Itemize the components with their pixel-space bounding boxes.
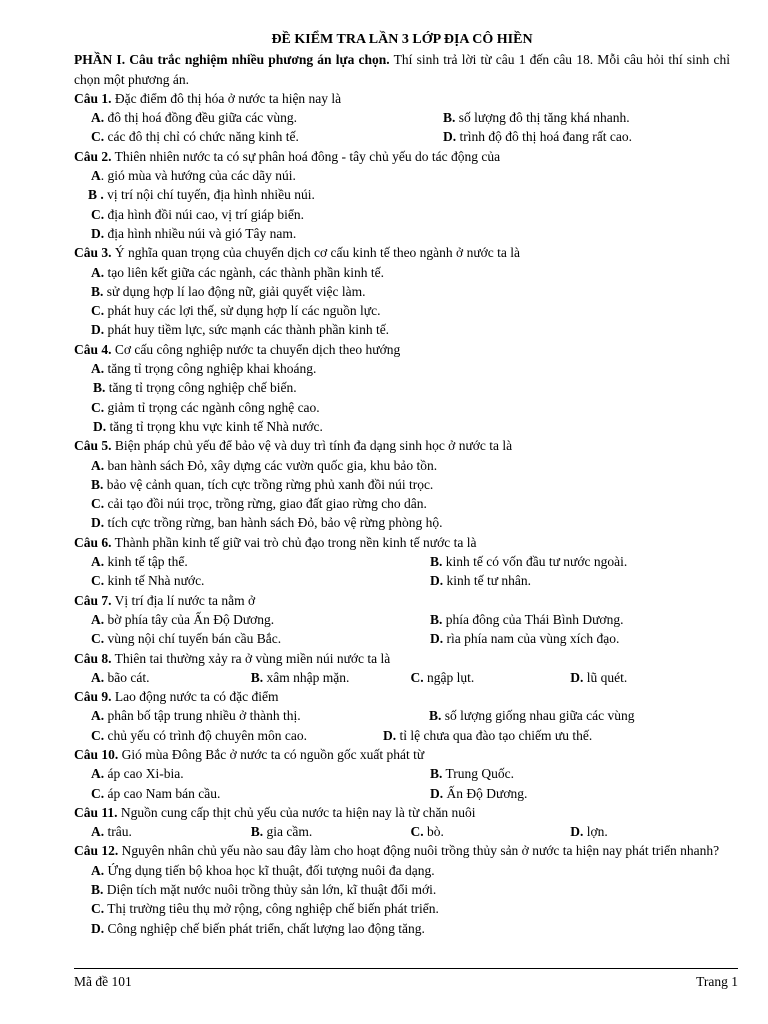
question-text: Đặc điểm đô thị hóa ở nước ta hiện nay là [111,90,342,106]
question-number: Câu 8. [74,650,112,666]
option-c[interactable]: C. chủ yếu có trình độ chuyên môn cao. [91,727,307,743]
option-a[interactable]: A. Ứng dụng tiến bộ khoa học kĩ thuật, đối tượng nuôi đa dạng. [91,862,435,878]
option-c[interactable]: C. cải tạo đồi núi trọc, trồng rừng, giao đất giao rừng cho dân. [91,496,427,512]
options-12 [91,861,730,938]
option-b[interactable]: B. gia cầm. [250,824,313,840]
option-b[interactable]: B. Diện tích mặt nước nuôi trồng thủy sản lớn, kĩ thuật đổi mới. [91,882,437,898]
question-number: Câu 6. [74,534,112,550]
options-9 [91,706,730,745]
question-number: Câu 10. [74,746,119,762]
options-2 [88,166,730,243]
options-8 [91,668,730,687]
option-c[interactable]: C. áp cao Nam bán cầu. [91,785,221,801]
options-1 [91,108,730,147]
option-d[interactable]: D. Ấn Độ Dương. [430,785,528,801]
options-11 [91,822,730,841]
option-b[interactable]: B. xâm nhập mặn. [250,669,350,685]
question-12 [74,841,730,860]
option-d[interactable]: D. tỉ lệ chưa qua đào tạo chiếm ưu thế. [383,727,593,743]
question-text: Biện pháp chủ yếu để bảo vệ và duy trì tính đa dạng sinh học ở nước ta là [111,438,513,454]
option-a[interactable]: A. trâu. [91,824,132,840]
option-d[interactable]: D. phát huy tiềm lực, sức mạnh các thành phần kinh tế. [91,322,390,338]
option-b[interactable]: B. số lượng đô thị tăng khá nhanh. [443,110,630,126]
question-2 [74,147,730,166]
question-number: Câu 1. [74,90,112,106]
option-d[interactable]: D. kinh tế tư nhân. [430,573,532,589]
exam-page [74,30,730,938]
option-c[interactable]: C. phát huy các lợi thế, sử dụng hợp lí các nguồn lực. [91,303,381,319]
question-11 [74,803,730,822]
option-a[interactable]: A. tạo liên kết giữa các ngành, các thành phần kinh tế. [91,264,384,280]
option-d[interactable]: D. tích cực trồng rừng, ban hành sách Đỏ, bảo vệ rừng phòng hộ. [91,515,443,531]
question-number: Câu 2. [74,148,112,164]
option-d[interactable]: D. Công nghiệp chế biến phát triển, chất lượng lao động tăng. [91,920,425,936]
question-text: Ý nghĩa quan trọng của chuyển dịch cơ cấu kinh tế theo ngành ở nước ta là [111,245,520,261]
option-c[interactable]: C. Thị trường tiêu thụ mở rộng, công nghiệp chế biến phát triển. [91,901,439,917]
option-d[interactable]: D. rìa phía nam của vùng xích đạo. [430,631,620,647]
question-8 [74,649,730,668]
option-d[interactable]: D. lũ quét. [570,669,628,685]
options-4 [91,359,730,436]
question-text: Thành phần kinh tế giữ vai trò chủ đạo trong nền kinh tế nước ta là [111,534,477,550]
option-a[interactable]: A. kinh tế tập thể. [91,554,188,570]
question-text: Lao động nước ta có đặc điểm [111,689,279,705]
question-3 [74,243,730,262]
question-7 [74,591,730,610]
options-6 [91,552,730,591]
options-3 [91,263,730,340]
question-1 [74,89,730,108]
options-5 [91,456,730,533]
section-intro [74,50,730,89]
option-a[interactable]: A. đô thị hoá đồng đều giữa các vùng. [91,110,298,126]
question-number: Câu 5. [74,438,112,454]
question-text: Vị trí địa lí nước ta nằm ở [111,592,256,608]
exam-code: Mã đề 101 [74,974,132,989]
question-number: Câu 4. [74,341,112,357]
option-a[interactable]: A. phân bố tập trung nhiều ở thành thị. [91,708,301,724]
question-text: Nguồn cung cấp thịt chủ yếu của nước ta hiện nay là từ chăn nuôi [117,804,476,820]
page-footer [74,968,738,991]
question-text: Nguyên nhân chủ yếu nào sau đây làm cho hoạt động nuôi trồng thủy sản ở nước ta hiện nay phát triển nhanh? [118,843,720,859]
question-4 [74,340,730,359]
option-b[interactable]: B. sử dụng hợp lí lao động nữ, giải quyết việc làm. [91,283,366,299]
option-d[interactable]: D. trình độ đô thị hoá đang rất cao. [443,129,632,145]
question-text: Cơ cấu công nghiệp nước ta chuyển dịch theo hướng [111,341,401,357]
option-c[interactable]: C. vùng nội chí tuyến bán cầu Bắc. [91,631,282,647]
option-c[interactable]: C. giảm tỉ trọng các ngành công nghệ cao. [91,399,320,415]
option-b[interactable]: B. tăng tỉ trọng công nghiệp chế biến. [93,380,297,396]
option-a[interactable]: A. bờ phía tây của Ấn Độ Dương. [91,611,275,627]
question-10 [74,745,730,764]
option-a[interactable]: A. bão cát. [91,669,150,685]
option-a[interactable]: A. gió mùa và hướng của các dãy núi. [91,168,296,184]
question-text: Thiên nhiên nước ta có sự phân hoá đông - tây chủ yếu do tác động của [111,148,501,164]
option-d[interactable]: D. lợn. [570,824,608,840]
question-number: Câu 12. [74,843,119,859]
question-5 [74,436,730,455]
option-a[interactable]: A. ban hành sách Đỏ, xây dựng các vườn quốc gia, khu bảo tồn. [91,457,438,473]
option-b[interactable]: B. kinh tế có vốn đầu tư nước ngoài. [430,554,628,570]
section-heading: PHẦN I. Câu trắc nghiệm nhiều phương án lựa chọn. [74,52,390,68]
question-text: Gió mùa Đông Bắc ở nước ta có nguồn gốc xuất phát từ [118,746,425,762]
option-b[interactable]: B. bảo vệ cảnh quan, tích cực trồng rừng phủ xanh đồi núi trọc. [91,476,434,492]
option-c[interactable]: C. các đô thị chỉ có chức năng kinh tế. [91,129,299,145]
option-c[interactable]: C. kinh tế Nhà nước. [91,573,205,589]
question-number: Câu 11. [74,804,118,820]
option-a[interactable]: A. tăng tỉ trọng công nghiệp khai khoáng. [91,361,317,377]
page-number: Trang 1 [696,974,738,989]
option-b[interactable]: B. số lượng giống nhau giữa các vùng [429,708,635,724]
option-c[interactable]: C. ngập lụt. [410,669,475,685]
option-a[interactable]: A. áp cao Xi-bia. [91,766,184,782]
option-c[interactable]: C. địa hình đồi núi cao, vị trí giáp biển. [91,206,304,222]
question-number: Câu 7. [74,592,112,608]
option-c[interactable]: C. bò. [410,824,444,840]
question-6 [74,533,730,552]
exam-title: ĐỀ KIỂM TRA LẦN 3 LỚP ĐỊA CÔ HIỀN [271,32,533,47]
option-d[interactable]: D. địa hình nhiều núi và gió Tây nam. [91,225,297,241]
section-instructions: Thí sinh trả lời từ câu 1 đến câu 18. Mỗi câu hỏi thí sinh chỉ chọn một phương án. [74,52,730,87]
options-7 [91,610,730,649]
question-9 [74,687,730,706]
option-b[interactable]: B. phía đông của Thái Bình Dương. [430,611,624,627]
option-d[interactable]: D. tăng tỉ trọng khu vực kinh tế Nhà nước. [93,418,323,434]
question-text: Thiên tai thường xảy ra ở vùng miền núi nước ta là [111,650,391,666]
option-b[interactable]: B. Trung Quốc. [430,766,515,782]
question-number: Câu 9. [74,689,112,705]
option-b[interactable]: B . vị trí nội chí tuyến, địa hình nhiều núi. [88,187,315,203]
question-number: Câu 3. [74,245,112,261]
options-10 [91,764,730,803]
